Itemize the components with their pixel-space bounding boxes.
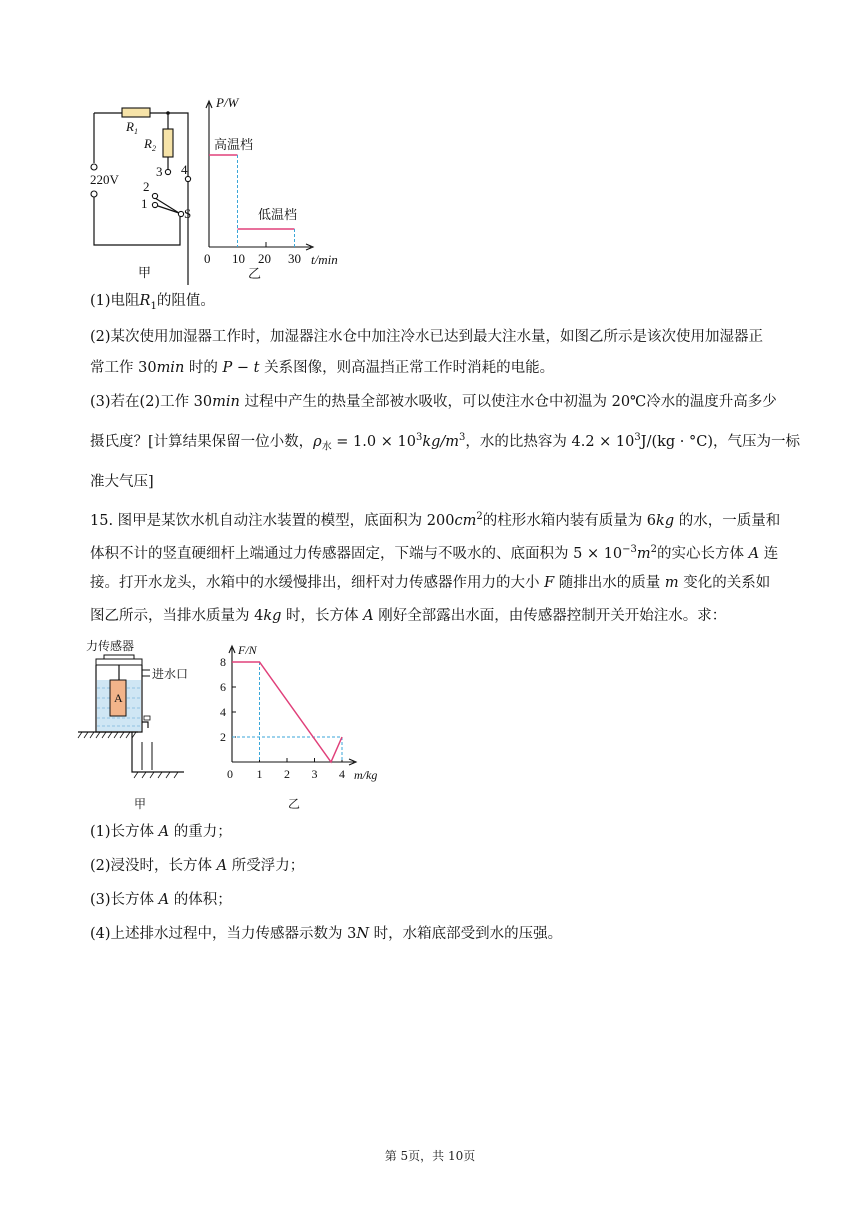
x-tick: 20	[258, 251, 271, 266]
svg-text:1: 1	[141, 196, 148, 211]
q14-part2-line1: (2)某次使用加湿器工作时，加湿器注水仓中加注冷水已达到最大注水量，如图乙所示是该次使用加湿器正	[90, 329, 764, 345]
x-tick-label: 3	[311, 767, 318, 781]
r1-resistor	[122, 108, 150, 117]
high-mode-label: 高温档	[214, 137, 254, 152]
tank-caption: 甲	[134, 797, 147, 811]
y-tick-label: 8	[220, 655, 226, 669]
r2-resistor	[163, 129, 173, 157]
q15-sub3: (3)长方体 A 的体积；	[90, 892, 232, 908]
q15-line4: 图乙所示，当排水质量为 4kg 时，长方体 A 刚好全部露出水面，由传感器控制开关开始注水。求：	[90, 608, 727, 624]
y-tick-label: 4	[220, 705, 226, 719]
y-axis-label: F/N	[238, 643, 257, 657]
page-footer: 第 5页，共 10页	[384, 1149, 476, 1163]
tank-diagram	[76, 636, 196, 816]
sensor-label: 力传感器	[86, 639, 135, 653]
svg-text:2: 2	[143, 179, 150, 194]
force-mass-graph	[214, 636, 394, 816]
force-curve	[232, 662, 342, 762]
svg-text:S: S	[184, 206, 192, 221]
svg-text:R2: $R_2$	[144, 136, 156, 153]
power-time-graph	[196, 95, 356, 285]
graph-caption: 乙	[288, 797, 301, 811]
x-tick: 10	[232, 251, 245, 266]
y-axis-label: P/W	[216, 95, 239, 110]
x-axis-label: m/kg	[354, 768, 378, 782]
q15-line1: 15. 图甲是某饮水机自动注水装置的模型，底面积为 $200cm^2$的柱形水箱内装有质量为 6kg 的水，一质量和	[90, 511, 781, 529]
q15-sub4: (4)上述排水过程中，当力传感器示数为 3N 时，水箱底部受到水的压强。	[90, 926, 563, 942]
q14-part3-line1: (3)若在(2)工作 30min 过程中产生的热量全部被水吸收，可以使注水仓中初温为 20℃冷水的温度升高多少	[90, 394, 777, 410]
y-tick-label: 6	[220, 680, 226, 694]
q14-part2-line2: 常工作 30min 时的 P − t 关系图像，则高温挡正常工作时消耗的电能。	[90, 360, 555, 376]
voltage-label: 220V	[90, 172, 119, 187]
q14-part3-line3: 准大气压]	[90, 474, 154, 490]
x-tick-label: 1	[256, 767, 263, 781]
x-tick: 0	[204, 251, 211, 266]
q14-part3-line2: 摄氏度？[计算结果保留一位小数，$\rho_水 = 1.0 \times 10^3kg/m^3$，水的比热容为 $4.2 \times 10^3J/(kg \cdot ^\circ C)$，气压为一标	[90, 432, 801, 453]
svg-text:4: 4	[181, 162, 188, 177]
q15-sub2: (2)浸没时，长方体 A 所受浮力；	[90, 858, 305, 874]
x-axis-label: t/min	[311, 252, 338, 267]
low-mode-label: 低温档	[258, 207, 298, 222]
svg-text:3: 3	[156, 164, 163, 179]
x-tick-label: 4	[339, 767, 345, 781]
svg-text:R1: $R_1$	[126, 119, 138, 136]
x-tick-label: 2	[284, 767, 290, 781]
circuit-caption: 甲	[138, 265, 152, 280]
q15-line2: 体积不计的竖直硬细杆上端通过力传感器固定，下端与不吸水的、底面积为 $5 \times 10^{-3}m^2$的实心长方体 A 连	[90, 544, 779, 562]
y-tick-label: 2	[220, 730, 226, 744]
q15-sub1: (1)长方体 A 的重力；	[90, 824, 232, 840]
block-label: A	[114, 691, 123, 705]
inlet-label: 进水口	[152, 667, 189, 681]
q14-part1: (1)电阻$R_1$的阻值。	[90, 293, 215, 312]
origin-label: 0	[227, 767, 233, 781]
graph-caption: 乙	[248, 266, 262, 281]
q15-line3: 接。打开水龙头，水箱中的水缓慢排出，细杆对力传感器作用力的大小 F 随排出水的质量 m 变化的关系如	[90, 575, 771, 591]
x-tick: 30	[288, 251, 301, 266]
